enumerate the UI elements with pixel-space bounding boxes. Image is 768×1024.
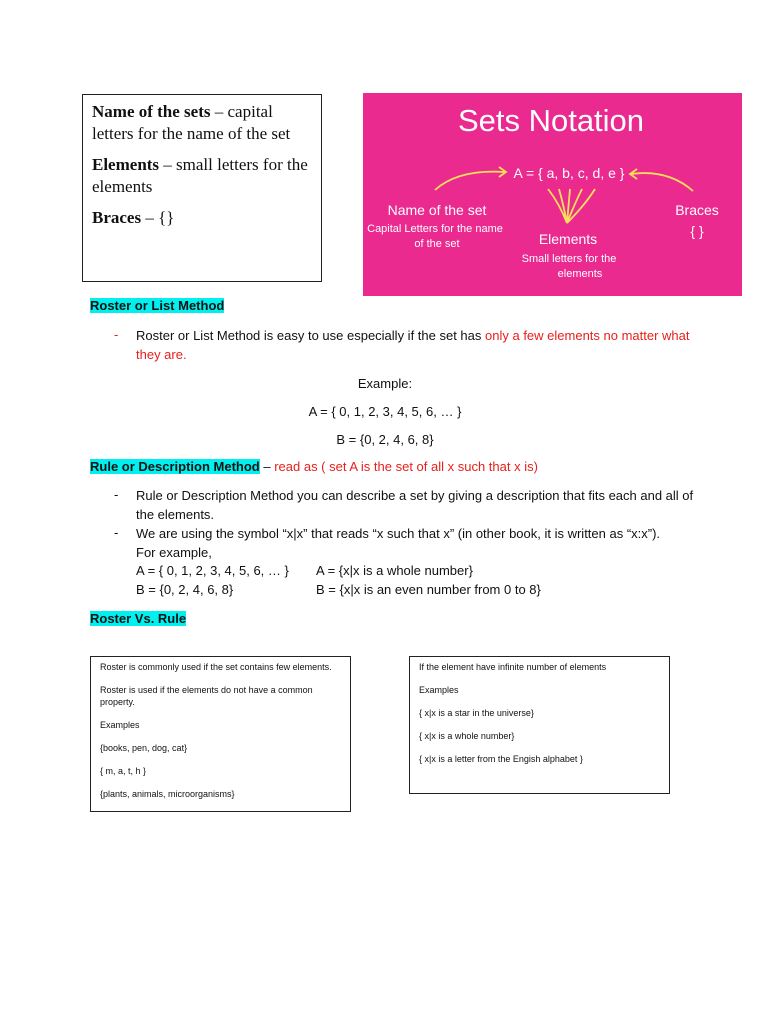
bullet-dash-icon: - xyxy=(114,327,119,342)
definition-braces xyxy=(92,207,312,229)
rule-bullet1-line2: the elements. xyxy=(136,507,215,522)
roster-box-ex3: {plants, animals, microorganisms} xyxy=(100,789,235,799)
roster-example-a: A = { 0, 1, 2, 3, 4, 5, 6, … } xyxy=(308,404,462,419)
roster-heading-text: Roster or List Method xyxy=(90,298,225,313)
rule-bullet2-line2: For example, xyxy=(136,545,212,560)
rule-bullet1-line1: Rule or Description Method you can describe a set by giving a description that fits each and all of xyxy=(136,488,694,503)
definition-elements xyxy=(92,154,312,198)
rule-box-ex1: { x|x is a star in the universe} xyxy=(419,708,534,718)
elements-desc: – small letters for the elements xyxy=(92,155,308,196)
banner-name-sub2: of the set xyxy=(414,238,460,250)
rule-rule-b: B = {x|x is an even number from 0 to 8} xyxy=(316,582,541,597)
roster-example-label: Example: xyxy=(357,376,413,391)
banner-elements-label: Elements xyxy=(538,231,598,247)
banner-graphic xyxy=(363,93,742,296)
arrow-element-b-icon xyxy=(559,189,567,223)
rule-heading xyxy=(90,457,538,476)
roster-box-line2: Roster is used if the elements do not have a common property. xyxy=(100,685,313,707)
bullet-dash-icon: - xyxy=(114,487,119,502)
bullet-dash-icon: - xyxy=(114,525,119,540)
roster-box-examples: Examples xyxy=(100,720,140,730)
rule-box-line1: If the element have infinite number of elements xyxy=(419,662,607,672)
sets-notation-banner xyxy=(363,93,742,296)
rule-roster-b: B = {0, 2, 4, 6, 8} xyxy=(136,582,234,597)
rule-heading-dash: – xyxy=(259,459,275,474)
definitions-box xyxy=(82,94,322,282)
versus-heading-text: Roster Vs. Rule xyxy=(90,611,187,626)
roster-bullet xyxy=(136,326,696,364)
arrow-element-e-icon xyxy=(567,189,595,223)
roster-box-line1: Roster is commonly used if the set contains few elements. xyxy=(100,662,332,672)
rule-heading-text: Rule or Description Method xyxy=(90,459,260,474)
roster-box-ex1: {books, pen, dog, cat} xyxy=(100,743,188,753)
rule-box-ex3: { x|x is a letter from the Engish alphabet } xyxy=(419,754,583,764)
banner-name-label: Name of the set xyxy=(387,202,487,218)
rule-bullet2 xyxy=(136,524,736,562)
banner-elements-sub2: elements xyxy=(557,268,603,280)
rule-box-ex2: { x|x is a whole number} xyxy=(419,731,515,741)
banner-elements-sub1: Small letters for the xyxy=(521,253,617,265)
rule-roster-a: A = { 0, 1, 2, 3, 4, 5, 6, … } xyxy=(136,563,289,578)
banner-equation: A = { a, b, c, d, e } xyxy=(513,165,625,181)
arrow-name-icon xyxy=(435,172,505,190)
versus-heading xyxy=(90,609,186,628)
rule-heading-red: read as ( set A is the set of all x such that x is) xyxy=(274,459,538,474)
braces-desc: – {} xyxy=(141,208,175,227)
roster-bullet-red: only a few elements no matter what xyxy=(485,328,690,343)
banner-braces-label: Braces xyxy=(675,202,719,218)
roster-box-ex2: { m, a, t, h } xyxy=(100,766,147,776)
rule-bullet1 xyxy=(136,486,736,524)
definition-name xyxy=(92,101,312,145)
banner-title: Sets Notation xyxy=(457,103,645,138)
banner-braces-symbol: { } xyxy=(690,223,704,239)
rule-bullet2-line1: We are using the symbol “x|x” that reads “x such that x” (in other book, it is written as “x:x”). xyxy=(136,526,661,541)
banner-name-sub1: Capital Letters for the name xyxy=(367,223,503,235)
braces-term: Braces xyxy=(92,208,142,227)
elements-term: Elements xyxy=(92,155,160,174)
roster-bullet-red2: they are. xyxy=(136,347,187,362)
rule-rule-a: A = {x|x is a whole number} xyxy=(316,563,473,578)
name-desc: – capital letters for the name of the set xyxy=(92,102,291,143)
rule-box-examples: Examples xyxy=(419,685,459,695)
arrow-braces-icon xyxy=(631,173,693,191)
roster-heading xyxy=(90,296,224,315)
roster-bullet-text: Roster or List Method is easy to use especially if the set has xyxy=(136,328,486,343)
name-term: Name of the sets xyxy=(92,102,211,121)
rule-box xyxy=(409,656,670,794)
roster-example-b: B = {0, 2, 4, 6, 8} xyxy=(336,432,434,447)
roster-box xyxy=(90,656,351,812)
